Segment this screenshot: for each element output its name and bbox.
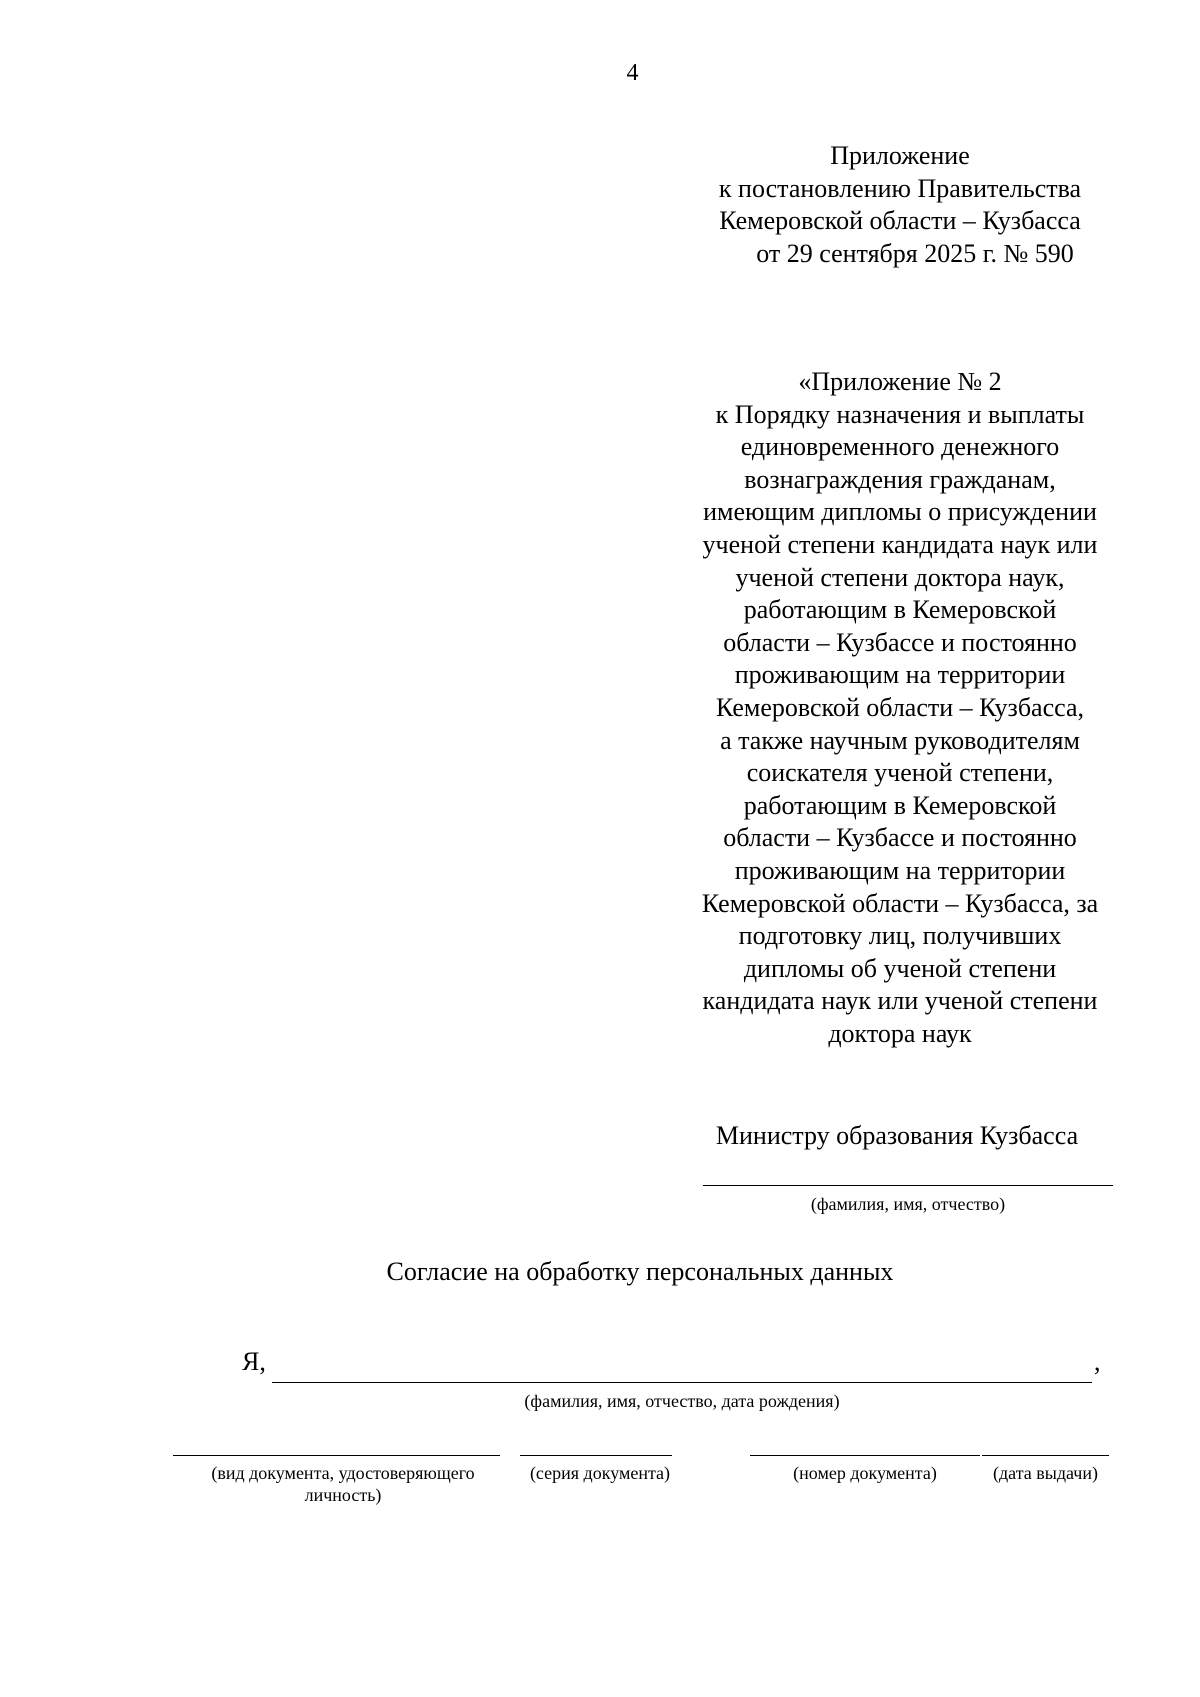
approval-line: Кемеровской области – Кузбасса xyxy=(719,206,1081,235)
doc-type-field[interactable] xyxy=(173,1455,500,1456)
addressee-name-caption: (фамилия, имя, отчество) xyxy=(810,1194,1006,1214)
annex-line: ученой степени доктора наук, xyxy=(735,562,1065,592)
approval-line: от 29 сентября 2025 г. № 590 xyxy=(756,238,1074,268)
annex-line: дипломы об ученой степени xyxy=(743,953,1057,983)
consent-ya-label: Я, xyxy=(242,1347,266,1376)
doc-series-field[interactable] xyxy=(520,1455,672,1456)
consent-title: Согласие на обработку персональных данных xyxy=(386,1257,894,1286)
approval-line: к постановлению Правительства xyxy=(718,173,1082,203)
annex-line: «Приложение № 2 xyxy=(798,367,1002,396)
doc-date-field[interactable] xyxy=(982,1455,1109,1456)
annex-line: к Порядку назначения и выплаты xyxy=(715,399,1085,429)
annex-line: соискателя ученой степени, xyxy=(746,758,1054,788)
annex-line: подготовку лиц, получивших xyxy=(738,921,1062,951)
addressee-name-field[interactable] xyxy=(703,1185,1113,1186)
annex-line: вознаграждения гражданам, xyxy=(744,464,1056,494)
annex-block xyxy=(690,366,1110,1050)
approval-line: Приложение xyxy=(830,141,970,170)
annex-line: Кемеровской области – Кузбасса, за xyxy=(701,888,1099,918)
annex-line: работающим в Кемеровской xyxy=(743,595,1057,625)
page-number: 4 xyxy=(626,60,639,86)
doc-type-caption xyxy=(173,1462,513,1506)
doc-number-field[interactable] xyxy=(750,1455,980,1456)
annex-line: а также научным руководителям xyxy=(720,725,1080,755)
annex-line: области – Кузбассе и постоянно xyxy=(723,627,1077,657)
annex-line: имеющим дипломы о присуждении xyxy=(703,497,1097,527)
doc-date-caption: (дата выдачи) xyxy=(993,1463,1098,1483)
consent-fio-caption: (фамилия, имя, отчество, дата рождения) xyxy=(524,1391,840,1411)
annex-line: кандидата наук или ученой степени xyxy=(702,986,1098,1016)
annex-line: единовременного денежного xyxy=(740,432,1060,462)
doc-number-caption: (номер документа) xyxy=(793,1463,937,1483)
annex-line: проживающим на территории xyxy=(734,855,1066,885)
annex-line: доктора наук xyxy=(828,1018,972,1048)
annex-line: проживающим на территории xyxy=(734,660,1066,690)
doc-type-caption-line2: личность) xyxy=(304,1485,382,1505)
annex-line: Кемеровской области – Кузбасса, xyxy=(715,692,1085,722)
annex-line: области – Кузбассе и постоянно xyxy=(723,823,1077,853)
approval-block xyxy=(690,140,1110,270)
doc-type-caption-line1: (вид документа, удостоверяющего xyxy=(211,1463,475,1483)
doc-series-caption: (серия документа) xyxy=(529,1463,671,1483)
addressee-title: Министру образования Кузбасса xyxy=(715,1121,1079,1150)
annex-line: работающим в Кемеровской xyxy=(743,790,1057,820)
consent-fio-field[interactable] xyxy=(272,1382,1092,1383)
consent-trailing-comma: , xyxy=(1094,1347,1101,1376)
annex-line: ученой степени кандидата наук или xyxy=(702,529,1098,559)
